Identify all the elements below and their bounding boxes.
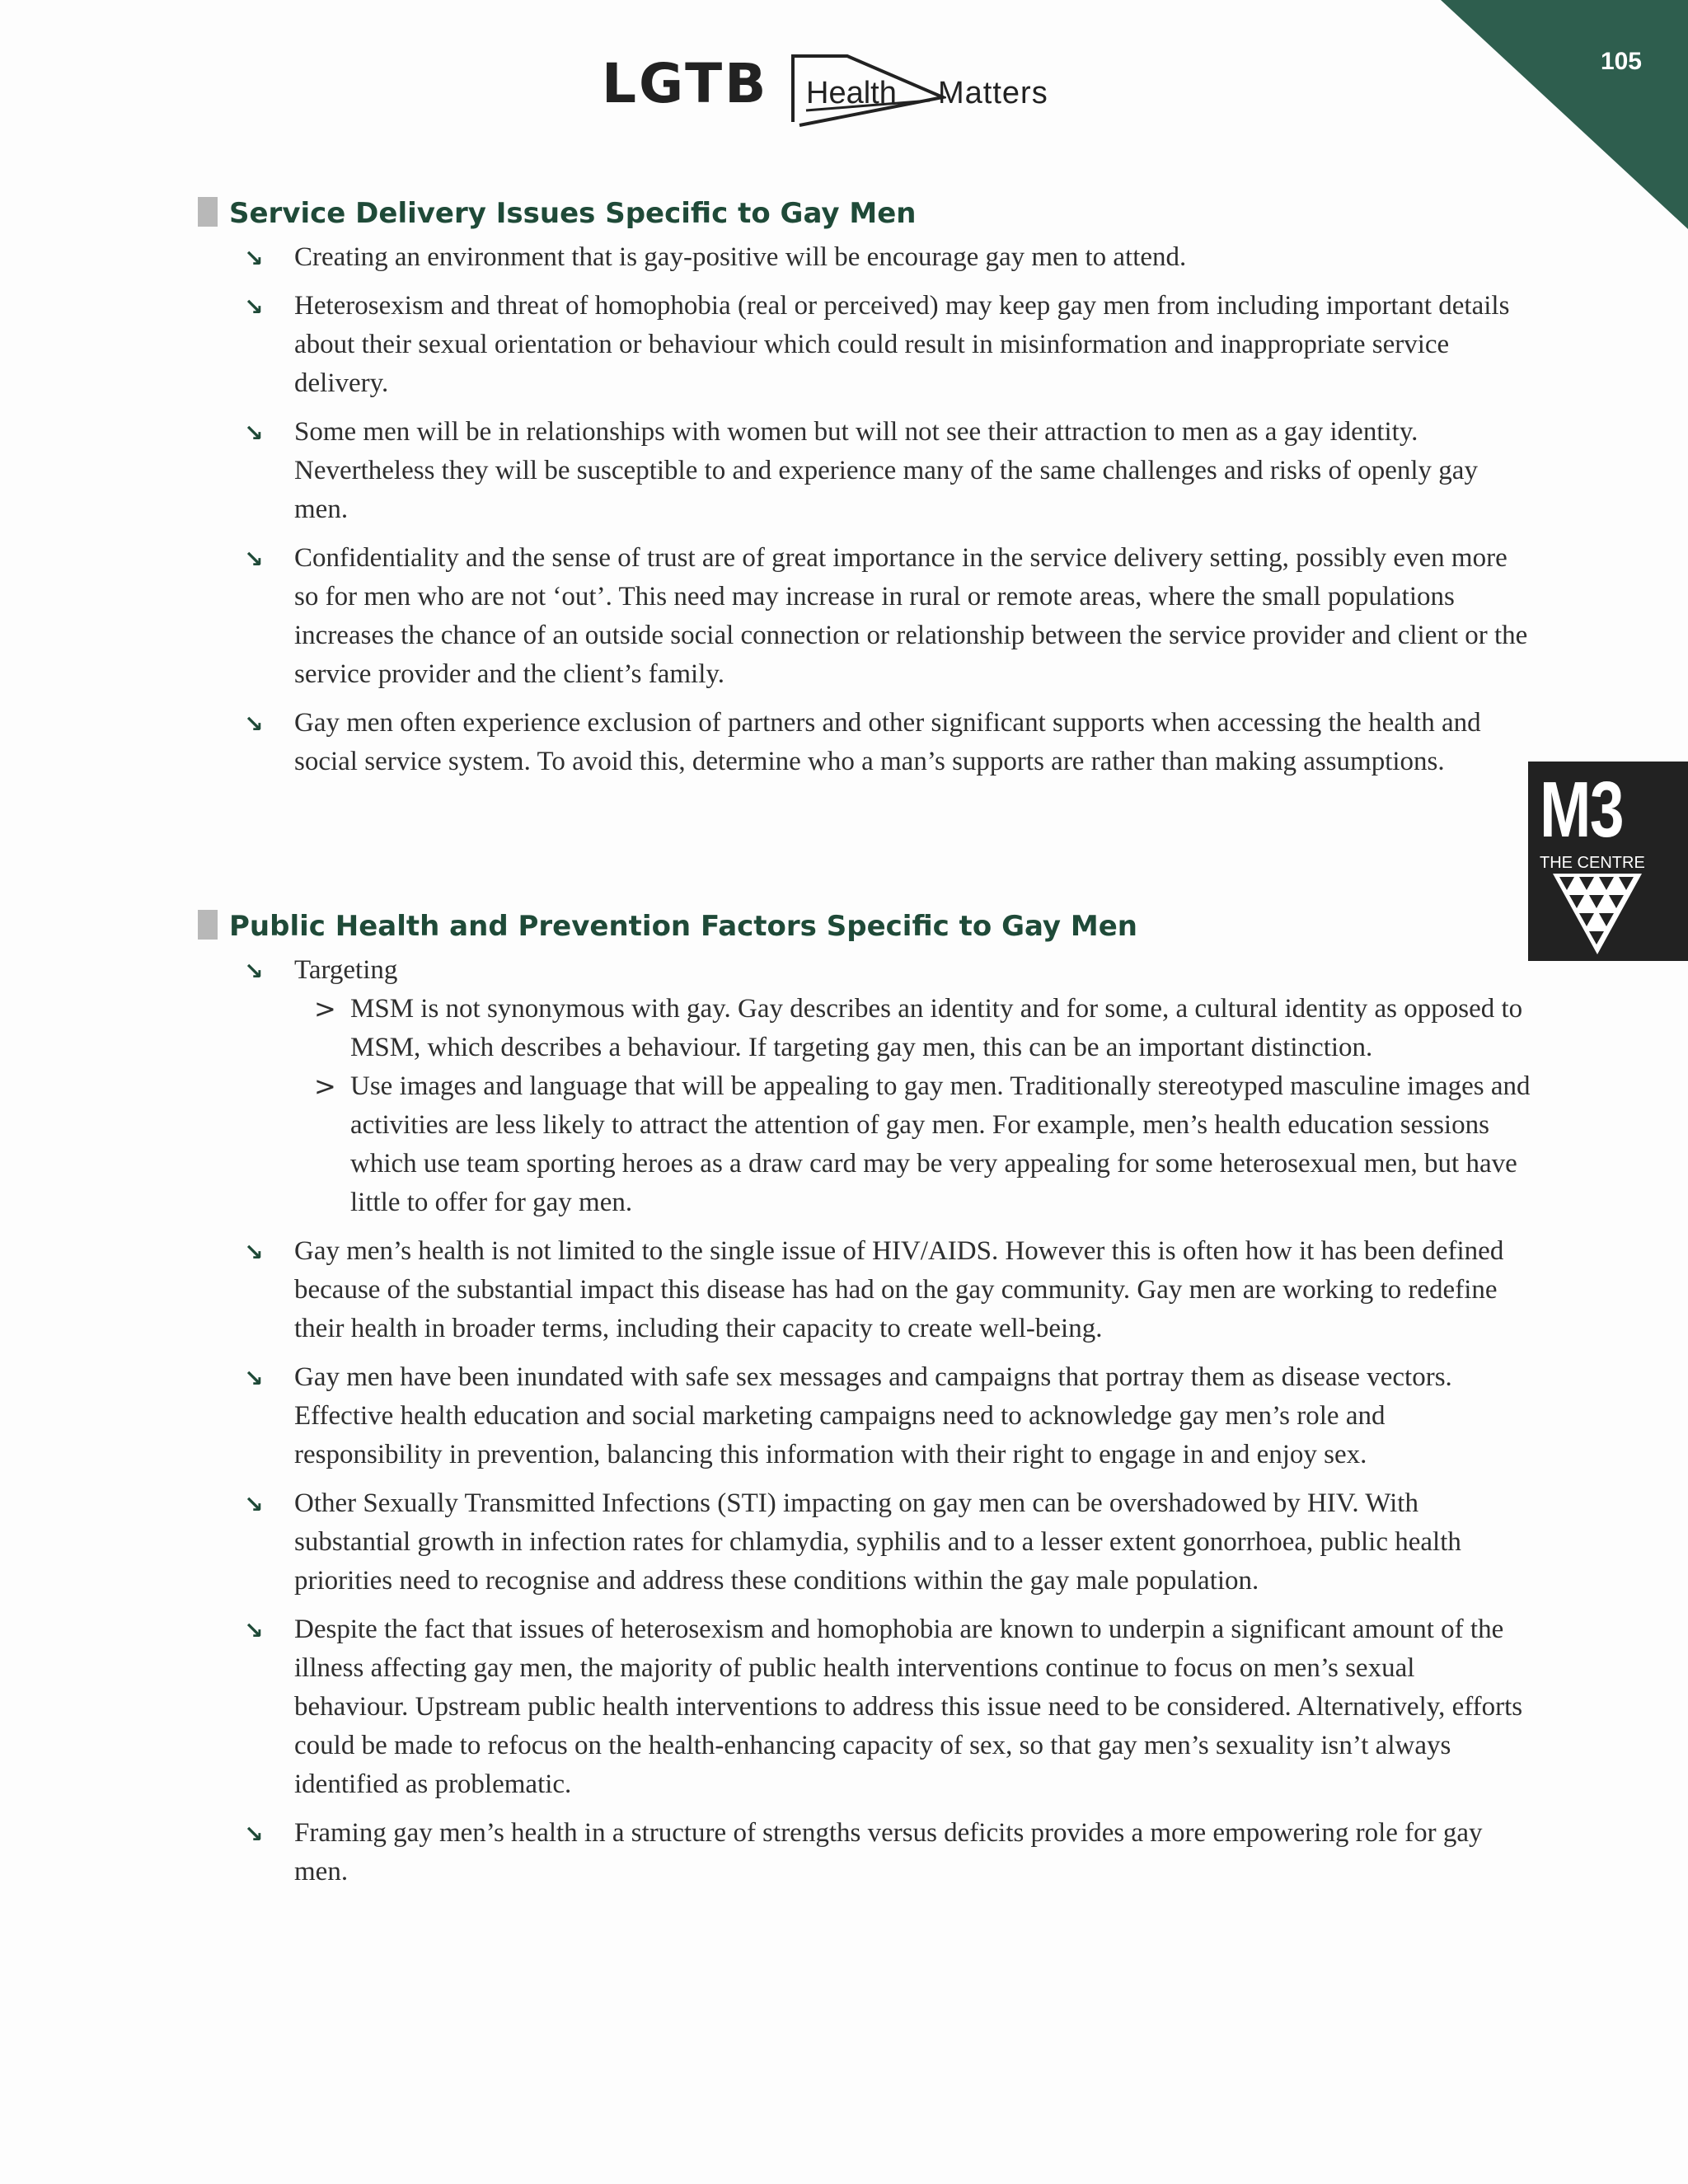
logo-lgtb: LGTB xyxy=(602,52,769,115)
logo-health: Health xyxy=(806,76,897,110)
list-item-text: Gay men have been inundated with safe sex messages and campaigns that portray them as disease vectors. Effective health education and social marketing campaigns need to acknowledge gay men’s role and responsibility in prevention, balancing this information with their right to engage in and enjoy sex. xyxy=(294,1362,1452,1469)
list-item-text: Creating an environment that is gay-positive will be encourage gay men to attend. xyxy=(294,242,1187,272)
list-item-text: Some men will be in relationships with women but will not see their attraction to men as a gay identity. Nevertheless they will be susceptible to and experience many of the same challenges and risks of openly gay men. xyxy=(294,417,1478,524)
arrow-down-right-icon: ↘ xyxy=(244,1617,264,1644)
sub-list-item-text: Use images and language that will be appealing to gay men. Traditionally stereotyped masculine images and activities are less likely to attract the attention of gay men. For example, men’s health education sessions which use team sporting heroes as a draw card may be very appealing for some heterosexual men, but have little to offer for gay men. xyxy=(350,1071,1531,1217)
heading-marker xyxy=(198,910,218,940)
list-item-text: Despite the fact that issues of heterosexism and homophobia are known to underpin a significant amount of the illness affecting gay men, the majority of public health interventions continue to focus on men’s sexual behaviour. Upstream public health interventions to address this issue need to be considered. Alternatively, efforts could be made to refocus on the health-enhancing capacity of sex, so that gay men’s sexuality isn’t always identified as problematic. xyxy=(294,1615,1523,1799)
section-public-health xyxy=(198,907,1533,1901)
list-item xyxy=(198,539,1533,694)
list-item-text: Heterosexism and threat of homophobia (real or perceived) may keep gay men from including important details about their sexual orientation or behaviour which could result in misinformation and inappropriate service delivery. xyxy=(294,291,1510,398)
arrow-down-right-icon: ↘ xyxy=(244,419,264,447)
sub-list xyxy=(294,990,1533,1222)
list-item xyxy=(198,1610,1533,1804)
list-item-text: Targeting xyxy=(294,955,398,985)
chevron-right-icon: > xyxy=(314,993,336,1024)
section-heading-text: Public Health and Prevention Factors Specific to Gay Men xyxy=(229,910,1137,943)
sub-list-item xyxy=(294,1067,1533,1222)
list-item xyxy=(198,238,1533,277)
arrow-down-right-icon: ↘ xyxy=(244,546,264,573)
list-item xyxy=(198,1358,1533,1474)
list-item-text: Framing gay men’s health in a structure of strengths versus deficits provides a more empowering role for gay men. xyxy=(294,1818,1483,1886)
arrow-down-right-icon: ↘ xyxy=(244,1491,264,1518)
list-item xyxy=(198,1484,1533,1601)
list-item xyxy=(198,1814,1533,1891)
list-item-text: Gay men often experience exclusion of partners and other significant supports when accessing the health and social service system. To avoid this, determine who a man’s supports are rather than making assumptions. xyxy=(294,708,1481,776)
chevron-right-icon: > xyxy=(314,1071,336,1102)
bullet-list xyxy=(198,238,1533,781)
list-item-text: Gay men’s health is not limited to the single issue of HIV/AIDS. However this is often how it has been defined because of the substantial impact this disease has had on the gay community. Gay men are working to redefine their health in broader terms, including their capacity to create well-being. xyxy=(294,1236,1504,1343)
arrow-down-right-icon: ↘ xyxy=(244,1821,264,1848)
arrow-down-right-icon: ↘ xyxy=(244,710,264,738)
sub-list-item-text: MSM is not synonymous with gay. Gay describes an identity and for some, a cultural identity as opposed to MSM, which describes a behaviour. If targeting gay men, this can be an important distinction. xyxy=(350,994,1523,1062)
logo-matters: Matters xyxy=(938,76,1048,110)
section-service-delivery xyxy=(198,194,1533,791)
sub-list-item xyxy=(294,990,1533,1067)
list-item-text: Other Sexually Transmitted Infections (STI) impacting on gay men can be overshadowed by HIV. With substantial growth in infection rates for chlamydia, syphilis and to a lesser extent gonorrhoea, public health priorities need to recognise and address these conditions within the gay male population. xyxy=(294,1488,1461,1596)
arrow-down-right-icon: ↘ xyxy=(244,293,264,321)
heading-marker xyxy=(198,197,218,227)
the-centre-logo-icon xyxy=(1551,872,1643,958)
module-side-tab xyxy=(1528,762,1688,961)
publication-logo xyxy=(602,51,1088,134)
section-heading xyxy=(198,907,1533,946)
arrow-down-right-icon: ↘ xyxy=(244,245,264,272)
bullet-list xyxy=(198,951,1533,1891)
list-item-text: Confidentiality and the sense of trust are of great importance in the service delivery setting, possibly even more so for men who are not ‘out’. This need may increase in rural or remote areas, where the small populations increases the chance of an outside social connection or relationship between the service provider and client or the service provider and the client’s family. xyxy=(294,543,1528,689)
page-number: 105 xyxy=(1600,48,1642,75)
list-item xyxy=(198,704,1533,781)
list-item xyxy=(198,287,1533,403)
list-item xyxy=(198,951,1533,1222)
arrow-down-right-icon: ↘ xyxy=(244,1365,264,1392)
the-centre-label: THE CENTRE xyxy=(1540,854,1645,872)
list-item xyxy=(198,413,1533,529)
module-code: M3 xyxy=(1540,766,1623,854)
section-heading xyxy=(198,194,1533,233)
list-item xyxy=(198,1232,1533,1348)
section-heading-text: Service Delivery Issues Specific to Gay Men xyxy=(229,197,917,230)
arrow-down-right-icon: ↘ xyxy=(244,958,264,985)
arrow-down-right-icon: ↘ xyxy=(244,1239,264,1266)
